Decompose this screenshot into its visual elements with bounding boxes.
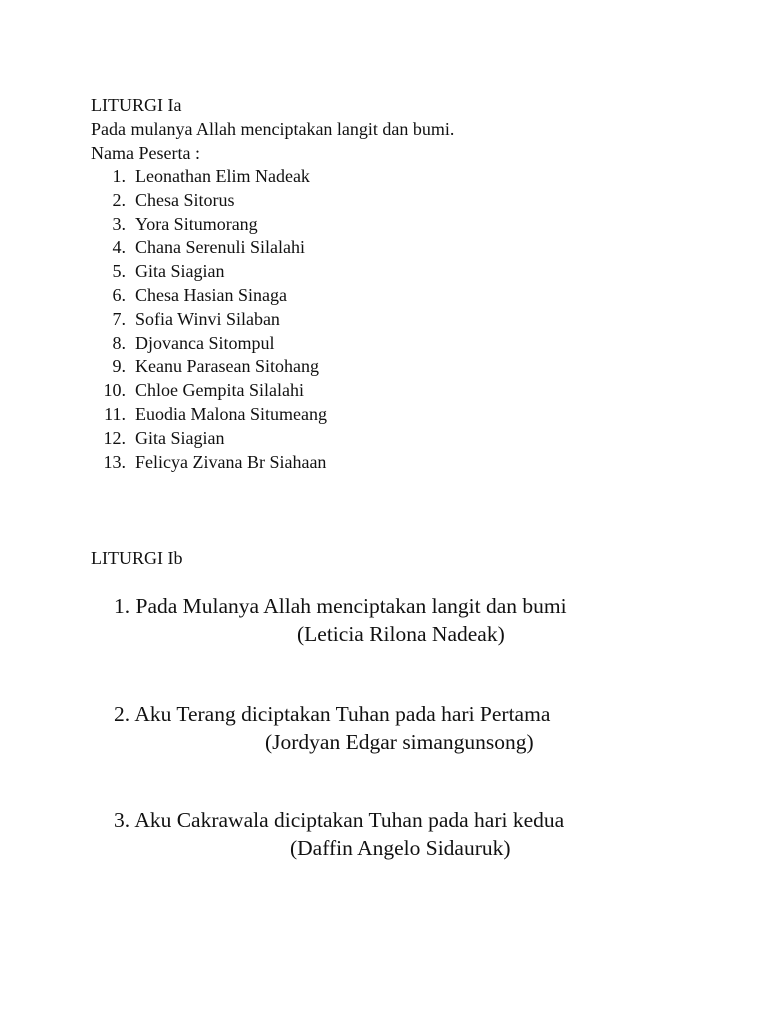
performer-name: (Leticia Rilona Nadeak) bbox=[297, 622, 505, 646]
list-number: 10. bbox=[103, 380, 126, 401]
list-number: 9. bbox=[112, 356, 126, 377]
list-item bbox=[91, 427, 454, 451]
list-number: 11. bbox=[104, 403, 126, 424]
list-number: 7. bbox=[112, 308, 126, 329]
liturgi-ib-title: LITURGI Ib bbox=[91, 548, 183, 568]
list-number: 5. bbox=[112, 261, 126, 282]
participant-name: Sofia Winvi Silaban bbox=[135, 308, 280, 329]
participant-name: Keanu Parasean Sitohang bbox=[135, 356, 319, 377]
list-item bbox=[91, 165, 454, 189]
list-item bbox=[91, 260, 454, 284]
list-item bbox=[91, 451, 454, 475]
liturgi-ib-item bbox=[114, 806, 565, 860]
performer-name: (Daffin Angelo Sidauruk) bbox=[290, 836, 511, 860]
participant-name: Yora Situmorang bbox=[135, 213, 258, 234]
participant-name: Chesa Hasian Sinaga bbox=[135, 284, 287, 305]
participants-label: Nama Peserta : bbox=[91, 143, 200, 163]
participant-name: Euodia Malona Situmeang bbox=[135, 403, 327, 424]
liturgi-ia-intro: Pada mulanya Allah menciptakan langit dan bumi. bbox=[91, 119, 455, 139]
liturgi-ib-line: 1. Pada Mulanya Allah menciptakan langit dan bumi bbox=[114, 594, 567, 618]
list-item bbox=[91, 189, 454, 213]
list-item bbox=[91, 379, 454, 403]
liturgi-ia-section bbox=[91, 93, 454, 474]
liturgi-ia-title: LITURGI Ia bbox=[91, 95, 182, 115]
list-number: 1. bbox=[112, 166, 126, 186]
liturgi-ib-item bbox=[114, 700, 551, 754]
liturgi-ib-line: 2. Aku Terang diciptakan Tuhan pada hari Pertama bbox=[114, 702, 551, 726]
list-number: 4. bbox=[112, 237, 126, 258]
list-item bbox=[91, 213, 454, 237]
participant-name: Gita Siagian bbox=[135, 261, 225, 282]
list-item bbox=[91, 332, 454, 356]
list-item bbox=[91, 308, 454, 332]
participant-name: Gita Siagian bbox=[135, 427, 225, 448]
list-item bbox=[91, 236, 454, 260]
participant-name: Chana Serenuli Silalahi bbox=[135, 237, 305, 258]
participants-list bbox=[91, 165, 454, 474]
list-number: 2. bbox=[112, 189, 126, 210]
participant-name: Felicya Zivana Br Siahaan bbox=[135, 451, 327, 472]
liturgi-ib-line: 3. Aku Cakrawala diciptakan Tuhan pada hari kedua bbox=[114, 808, 565, 832]
list-item bbox=[91, 284, 454, 308]
participant-name: Chloe Gempita Silalahi bbox=[135, 380, 304, 401]
performer-name: (Jordyan Edgar simangunsong) bbox=[265, 730, 534, 754]
participant-name: Chesa Sitorus bbox=[135, 189, 235, 210]
list-number: 6. bbox=[112, 284, 126, 305]
participant-name: Leonathan Elim Nadeak bbox=[135, 166, 310, 186]
list-item bbox=[91, 355, 454, 379]
list-number: 12. bbox=[103, 427, 126, 448]
participant-name: Djovanca Sitompul bbox=[135, 332, 275, 353]
list-item bbox=[91, 403, 454, 427]
list-number: 13. bbox=[103, 451, 126, 472]
list-number: 3. bbox=[112, 213, 126, 234]
liturgi-ib-item bbox=[114, 592, 567, 646]
list-number: 8. bbox=[112, 332, 126, 353]
